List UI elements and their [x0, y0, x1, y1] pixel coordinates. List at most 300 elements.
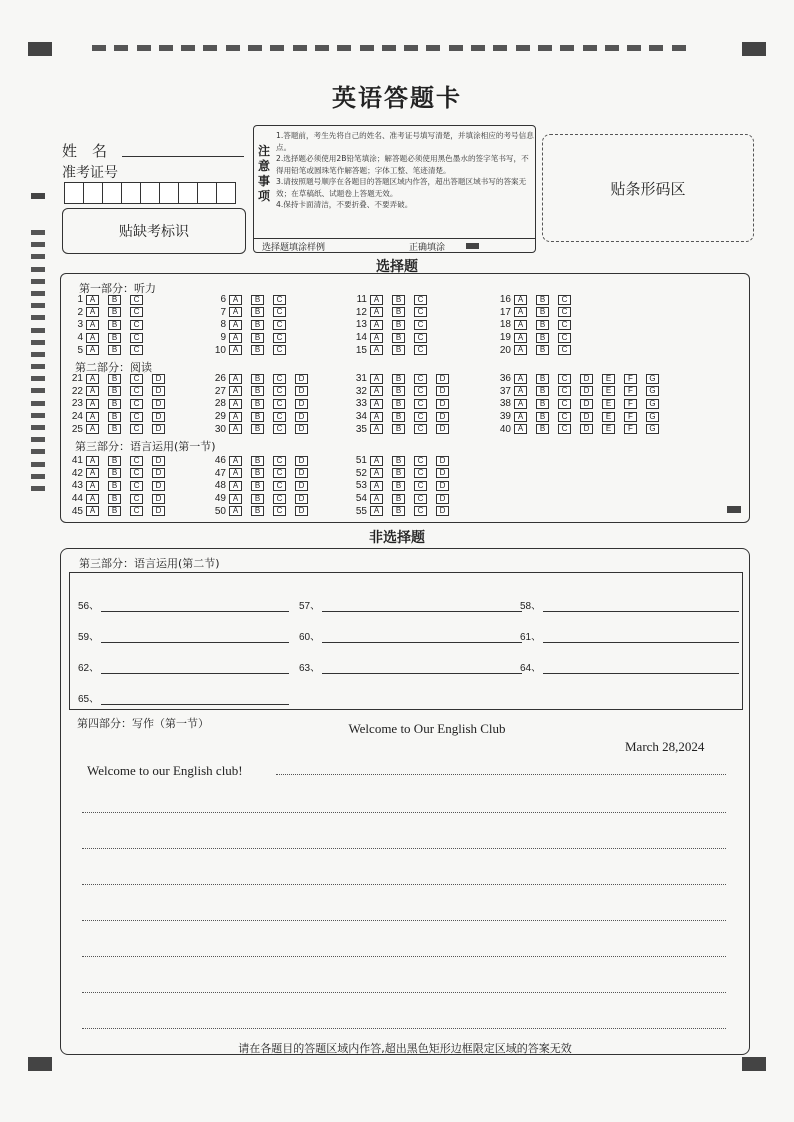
option-bubble-b[interactable]: B [108, 456, 121, 466]
writing-line[interactable] [82, 920, 726, 921]
blank-61[interactable] [520, 628, 739, 643]
option-bubble-d[interactable]: D [436, 399, 449, 409]
question-23[interactable] [61, 398, 174, 409]
question-22[interactable] [61, 386, 174, 397]
option-bubble-c[interactable]: C [273, 468, 286, 478]
exam-digit-box[interactable] [102, 182, 122, 204]
option-bubble-b[interactable]: B [251, 506, 264, 516]
option-bubble-d[interactable]: D [580, 399, 593, 409]
exam-digit-box[interactable] [159, 182, 179, 204]
option-bubble-c[interactable]: C [558, 424, 571, 434]
option-bubble-a[interactable]: A [370, 295, 383, 305]
writing-line[interactable] [82, 1028, 726, 1029]
option-bubble-a[interactable]: A [514, 333, 527, 343]
question-39[interactable] [489, 411, 668, 422]
option-bubble-a[interactable]: A [370, 481, 383, 491]
option-bubble-b[interactable]: B [251, 412, 264, 422]
option-bubble-b[interactable]: B [536, 345, 549, 355]
question-43[interactable] [61, 480, 174, 491]
question-21[interactable] [61, 373, 174, 384]
option-bubble-c[interactable]: C [273, 424, 286, 434]
option-bubble-a[interactable]: A [229, 345, 242, 355]
question-17[interactable] [489, 307, 580, 318]
option-bubble-a[interactable]: A [86, 399, 99, 409]
option-bubble-c[interactable]: C [273, 307, 286, 317]
option-bubble-a[interactable]: A [370, 320, 383, 330]
option-bubble-d[interactable]: D [295, 481, 308, 491]
option-bubble-a[interactable]: A [86, 456, 99, 466]
option-bubble-d[interactable]: D [295, 494, 308, 504]
option-bubble-c[interactable]: C [414, 333, 427, 343]
question-55[interactable] [345, 506, 458, 517]
question-33[interactable] [345, 398, 458, 409]
option-bubble-d[interactable]: D [580, 374, 593, 384]
option-bubble-c[interactable]: C [130, 320, 143, 330]
option-bubble-b[interactable]: B [392, 386, 405, 396]
question-28[interactable] [204, 398, 317, 409]
option-bubble-c[interactable]: C [558, 412, 571, 422]
name-field[interactable] [122, 156, 244, 157]
option-bubble-b[interactable]: B [251, 345, 264, 355]
option-bubble-a[interactable]: A [229, 399, 242, 409]
question-48[interactable] [204, 480, 317, 491]
option-bubble-a[interactable]: A [86, 333, 99, 343]
option-bubble-a[interactable]: A [86, 494, 99, 504]
option-bubble-d[interactable]: D [152, 374, 165, 384]
option-bubble-c[interactable]: C [414, 295, 427, 305]
option-bubble-d[interactable]: D [580, 386, 593, 396]
option-bubble-b[interactable]: B [392, 333, 405, 343]
option-bubble-a[interactable]: A [86, 424, 99, 434]
option-bubble-c[interactable]: C [130, 295, 143, 305]
option-bubble-b[interactable]: B [536, 333, 549, 343]
question-27[interactable] [204, 386, 317, 397]
option-bubble-a[interactable]: A [86, 295, 99, 305]
question-40[interactable] [489, 424, 668, 435]
option-bubble-d[interactable]: D [436, 386, 449, 396]
option-bubble-d[interactable]: D [436, 424, 449, 434]
option-bubble-a[interactable]: A [514, 399, 527, 409]
option-bubble-g[interactable]: G [646, 386, 659, 396]
question-3[interactable] [61, 319, 152, 330]
option-bubble-b[interactable]: B [108, 374, 121, 384]
question-6[interactable] [204, 294, 295, 305]
question-36[interactable] [489, 373, 668, 384]
option-bubble-b[interactable]: B [108, 307, 121, 317]
question-20[interactable] [489, 345, 580, 356]
option-bubble-b[interactable]: B [536, 399, 549, 409]
option-bubble-e[interactable]: E [602, 399, 615, 409]
writing-line[interactable] [82, 848, 726, 849]
option-bubble-b[interactable]: B [108, 506, 121, 516]
option-bubble-a[interactable]: A [86, 374, 99, 384]
option-bubble-c[interactable]: C [130, 481, 143, 491]
option-bubble-b[interactable]: B [251, 424, 264, 434]
option-bubble-a[interactable]: A [514, 295, 527, 305]
question-11[interactable] [345, 294, 436, 305]
option-bubble-b[interactable]: B [392, 424, 405, 434]
option-bubble-a[interactable]: A [370, 399, 383, 409]
option-bubble-a[interactable]: A [370, 456, 383, 466]
option-bubble-b[interactable]: B [108, 295, 121, 305]
question-4[interactable] [61, 332, 152, 343]
option-bubble-d[interactable]: D [152, 412, 165, 422]
option-bubble-d[interactable]: D [436, 506, 449, 516]
option-bubble-a[interactable]: A [370, 412, 383, 422]
question-53[interactable] [345, 480, 458, 491]
question-5[interactable] [61, 345, 152, 356]
option-bubble-g[interactable]: G [646, 399, 659, 409]
option-bubble-a[interactable]: A [229, 320, 242, 330]
option-bubble-c[interactable]: C [558, 345, 571, 355]
option-bubble-d[interactable]: D [295, 424, 308, 434]
option-bubble-e[interactable]: E [602, 412, 615, 422]
question-18[interactable] [489, 319, 580, 330]
option-bubble-b[interactable]: B [536, 424, 549, 434]
question-10[interactable] [204, 345, 295, 356]
question-32[interactable] [345, 386, 458, 397]
question-42[interactable] [61, 468, 174, 479]
blank-60[interactable] [299, 628, 522, 643]
option-bubble-b[interactable]: B [251, 468, 264, 478]
option-bubble-c[interactable]: C [558, 295, 571, 305]
option-bubble-d[interactable]: D [295, 374, 308, 384]
option-bubble-c[interactable]: C [414, 412, 427, 422]
option-bubble-d[interactable]: D [152, 386, 165, 396]
option-bubble-d[interactable]: D [295, 386, 308, 396]
option-bubble-d[interactable]: D [436, 456, 449, 466]
option-bubble-b[interactable]: B [108, 494, 121, 504]
option-bubble-b[interactable]: B [251, 386, 264, 396]
question-12[interactable] [345, 307, 436, 318]
exam-digit-box[interactable] [178, 182, 198, 204]
option-bubble-a[interactable]: A [229, 494, 242, 504]
blank-62[interactable] [78, 659, 289, 674]
question-1[interactable] [61, 294, 152, 305]
question-30[interactable] [204, 424, 317, 435]
option-bubble-b[interactable]: B [251, 374, 264, 384]
blank-65[interactable] [78, 690, 289, 705]
option-bubble-d[interactable]: D [152, 506, 165, 516]
writing-line[interactable] [276, 774, 726, 775]
option-bubble-b[interactable]: B [392, 506, 405, 516]
question-31[interactable] [345, 373, 458, 384]
option-bubble-b[interactable]: B [108, 412, 121, 422]
option-bubble-c[interactable]: C [273, 506, 286, 516]
option-bubble-a[interactable]: A [370, 374, 383, 384]
option-bubble-c[interactable]: C [273, 481, 286, 491]
option-bubble-c[interactable]: C [414, 386, 427, 396]
option-bubble-b[interactable]: B [108, 481, 121, 491]
option-bubble-b[interactable]: B [392, 345, 405, 355]
option-bubble-c[interactable]: C [414, 506, 427, 516]
exam-digit-box[interactable] [140, 182, 160, 204]
option-bubble-c[interactable]: C [130, 468, 143, 478]
option-bubble-d[interactable]: D [295, 506, 308, 516]
option-bubble-b[interactable]: B [392, 481, 405, 491]
option-bubble-a[interactable]: A [514, 307, 527, 317]
option-bubble-b[interactable]: B [251, 456, 264, 466]
option-bubble-c[interactable]: C [273, 374, 286, 384]
exam-digit-box[interactable] [197, 182, 217, 204]
option-bubble-c[interactable]: C [558, 320, 571, 330]
option-bubble-a[interactable]: A [229, 468, 242, 478]
option-bubble-b[interactable]: B [392, 374, 405, 384]
option-bubble-b[interactable]: B [536, 307, 549, 317]
option-bubble-f[interactable]: F [624, 424, 637, 434]
option-bubble-b[interactable]: B [251, 481, 264, 491]
option-bubble-c[interactable]: C [273, 494, 286, 504]
option-bubble-c[interactable]: C [130, 456, 143, 466]
question-2[interactable] [61, 307, 152, 318]
option-bubble-c[interactable]: C [558, 307, 571, 317]
blank-56[interactable] [78, 597, 289, 612]
blank-64[interactable] [520, 659, 739, 674]
option-bubble-a[interactable]: A [229, 456, 242, 466]
option-bubble-c[interactable]: C [130, 494, 143, 504]
option-bubble-b[interactable]: B [536, 412, 549, 422]
question-35[interactable] [345, 424, 458, 435]
option-bubble-a[interactable]: A [370, 468, 383, 478]
option-bubble-a[interactable]: A [514, 374, 527, 384]
option-bubble-d[interactable]: D [295, 412, 308, 422]
question-46[interactable] [204, 455, 317, 466]
option-bubble-a[interactable]: A [229, 295, 242, 305]
option-bubble-d[interactable]: D [152, 468, 165, 478]
question-44[interactable] [61, 493, 174, 504]
question-38[interactable] [489, 398, 668, 409]
question-7[interactable] [204, 307, 295, 318]
option-bubble-d[interactable]: D [436, 412, 449, 422]
option-bubble-g[interactable]: G [646, 424, 659, 434]
option-bubble-d[interactable]: D [580, 412, 593, 422]
option-bubble-d[interactable]: D [152, 481, 165, 491]
option-bubble-c[interactable]: C [130, 506, 143, 516]
option-bubble-b[interactable]: B [251, 320, 264, 330]
option-bubble-b[interactable]: B [392, 307, 405, 317]
option-bubble-b[interactable]: B [108, 386, 121, 396]
blank-59[interactable] [78, 628, 289, 643]
question-14[interactable] [345, 332, 436, 343]
option-bubble-c[interactable]: C [273, 412, 286, 422]
option-bubble-a[interactable]: A [229, 374, 242, 384]
option-bubble-a[interactable]: A [514, 412, 527, 422]
option-bubble-d[interactable]: D [295, 468, 308, 478]
question-45[interactable] [61, 506, 174, 517]
option-bubble-f[interactable]: F [624, 374, 637, 384]
option-bubble-c[interactable]: C [273, 320, 286, 330]
option-bubble-f[interactable]: F [624, 412, 637, 422]
question-54[interactable] [345, 493, 458, 504]
option-bubble-a[interactable]: A [86, 345, 99, 355]
option-bubble-d[interactable]: D [436, 481, 449, 491]
option-bubble-c[interactable]: C [558, 386, 571, 396]
exam-digit-box[interactable] [216, 182, 236, 204]
option-bubble-a[interactable]: A [370, 506, 383, 516]
option-bubble-c[interactable]: C [414, 320, 427, 330]
option-bubble-c[interactable]: C [414, 424, 427, 434]
option-bubble-a[interactable]: A [229, 333, 242, 343]
option-bubble-d[interactable]: D [295, 456, 308, 466]
option-bubble-a[interactable]: A [86, 307, 99, 317]
option-bubble-a[interactable]: A [86, 386, 99, 396]
question-13[interactable] [345, 319, 436, 330]
option-bubble-d[interactable]: D [436, 374, 449, 384]
writing-line[interactable] [82, 812, 726, 813]
option-bubble-g[interactable]: G [646, 374, 659, 384]
option-bubble-b[interactable]: B [108, 320, 121, 330]
question-51[interactable] [345, 455, 458, 466]
option-bubble-c[interactable]: C [414, 345, 427, 355]
option-bubble-c[interactable]: C [273, 456, 286, 466]
option-bubble-e[interactable]: E [602, 374, 615, 384]
option-bubble-c[interactable]: C [414, 494, 427, 504]
option-bubble-a[interactable]: A [86, 506, 99, 516]
question-19[interactable] [489, 332, 580, 343]
option-bubble-b[interactable]: B [392, 468, 405, 478]
option-bubble-b[interactable]: B [251, 295, 264, 305]
option-bubble-c[interactable]: C [273, 386, 286, 396]
option-bubble-c[interactable]: C [558, 374, 571, 384]
blank-57[interactable] [299, 597, 522, 612]
question-24[interactable] [61, 411, 174, 422]
exam-digit-box[interactable] [64, 182, 84, 204]
option-bubble-b[interactable]: B [108, 424, 121, 434]
question-49[interactable] [204, 493, 317, 504]
option-bubble-a[interactable]: A [370, 345, 383, 355]
option-bubble-a[interactable]: A [86, 468, 99, 478]
option-bubble-a[interactable]: A [370, 494, 383, 504]
option-bubble-c[interactable]: C [130, 345, 143, 355]
option-bubble-a[interactable]: A [370, 333, 383, 343]
option-bubble-c[interactable]: C [130, 374, 143, 384]
timing-mark [248, 45, 262, 51]
question-52[interactable] [345, 468, 458, 479]
option-bubble-a[interactable]: A [86, 481, 99, 491]
question-41[interactable] [61, 455, 174, 466]
blank-63[interactable] [299, 659, 522, 674]
option-bubble-c[interactable]: C [414, 374, 427, 384]
option-bubble-b[interactable]: B [536, 295, 549, 305]
option-bubble-c[interactable]: C [558, 399, 571, 409]
question-47[interactable] [204, 468, 317, 479]
option-bubble-a[interactable]: A [229, 307, 242, 317]
option-bubble-a[interactable]: A [229, 386, 242, 396]
option-bubble-a[interactable]: A [229, 424, 242, 434]
option-bubble-c[interactable]: C [414, 307, 427, 317]
option-bubble-b[interactable]: B [392, 320, 405, 330]
option-bubble-b[interactable]: B [251, 399, 264, 409]
option-bubble-c[interactable]: C [130, 386, 143, 396]
option-bubble-f[interactable]: F [624, 386, 637, 396]
option-bubble-c[interactable]: C [414, 399, 427, 409]
option-bubble-c[interactable]: C [558, 333, 571, 343]
option-bubble-c[interactable]: C [273, 345, 286, 355]
option-bubble-a[interactable]: A [370, 307, 383, 317]
writing-line[interactable] [82, 884, 726, 885]
question-8[interactable] [204, 319, 295, 330]
option-bubble-f[interactable]: F [624, 399, 637, 409]
option-bubble-d[interactable]: D [580, 424, 593, 434]
option-bubble-a[interactable]: A [514, 345, 527, 355]
option-bubble-e[interactable]: E [602, 424, 615, 434]
option-bubble-b[interactable]: B [536, 374, 549, 384]
option-bubble-b[interactable]: B [108, 468, 121, 478]
question-50[interactable] [204, 506, 317, 517]
option-bubble-c[interactable]: C [414, 468, 427, 478]
option-bubble-c[interactable]: C [273, 295, 286, 305]
option-bubble-b[interactable]: B [251, 494, 264, 504]
option-bubble-b[interactable]: B [392, 399, 405, 409]
question-9[interactable] [204, 332, 295, 343]
blank-58[interactable] [520, 597, 739, 612]
option-bubble-a[interactable]: A [514, 320, 527, 330]
option-bubble-b[interactable]: B [392, 456, 405, 466]
exam-digit-box[interactable] [83, 182, 103, 204]
option-bubble-a[interactable]: A [229, 481, 242, 491]
option-bubble-a[interactable]: A [514, 386, 527, 396]
option-bubble-b[interactable]: B [108, 333, 121, 343]
writing-line[interactable] [82, 956, 726, 957]
option-bubble-d[interactable]: D [152, 399, 165, 409]
exam-number-boxes[interactable] [64, 182, 235, 204]
option-bubble-a[interactable]: A [229, 506, 242, 516]
option-bubble-c[interactable]: C [414, 456, 427, 466]
option-bubble-a[interactable]: A [514, 424, 527, 434]
option-bubble-c[interactable]: C [273, 333, 286, 343]
option-bubble-a[interactable]: A [229, 412, 242, 422]
option-bubble-b[interactable]: B [392, 494, 405, 504]
question-34[interactable] [345, 411, 458, 422]
option-bubble-b[interactable]: B [392, 295, 405, 305]
question-37[interactable] [489, 386, 668, 397]
option-bubble-b[interactable]: B [108, 345, 121, 355]
question-25[interactable] [61, 424, 174, 435]
option-bubble-b[interactable]: B [392, 412, 405, 422]
writing-line[interactable] [82, 992, 726, 993]
option-bubble-c[interactable]: C [414, 481, 427, 491]
question-16[interactable] [489, 294, 580, 305]
option-bubble-b[interactable]: B [536, 320, 549, 330]
option-bubble-d[interactable]: D [436, 468, 449, 478]
option-bubble-c[interactable]: C [130, 307, 143, 317]
option-bubble-g[interactable]: G [646, 412, 659, 422]
exam-digit-box[interactable] [121, 182, 141, 204]
question-26[interactable] [204, 373, 317, 384]
question-15[interactable] [345, 345, 436, 356]
option-bubble-d[interactable]: D [436, 494, 449, 504]
option-bubble-d[interactable]: D [152, 456, 165, 466]
option-bubble-a[interactable]: A [370, 386, 383, 396]
option-bubble-d[interactable]: D [152, 494, 165, 504]
option-bubble-a[interactable]: A [86, 412, 99, 422]
option-bubble-c[interactable]: C [130, 424, 143, 434]
option-bubble-e[interactable]: E [602, 386, 615, 396]
option-bubble-c[interactable]: C [130, 412, 143, 422]
option-bubble-b[interactable]: B [108, 399, 121, 409]
option-bubble-d[interactable]: D [295, 399, 308, 409]
option-bubble-c[interactable]: C [273, 399, 286, 409]
question-29[interactable] [204, 411, 317, 422]
option-bubble-b[interactable]: B [536, 386, 549, 396]
option-bubble-c[interactable]: C [130, 333, 143, 343]
option-bubble-a[interactable]: A [370, 424, 383, 434]
option-bubble-c[interactable]: C [130, 399, 143, 409]
option-bubble-b[interactable]: B [251, 307, 264, 317]
option-bubble-b[interactable]: B [251, 333, 264, 343]
option-bubble-d[interactable]: D [152, 424, 165, 434]
option-bubble-a[interactable]: A [86, 320, 99, 330]
